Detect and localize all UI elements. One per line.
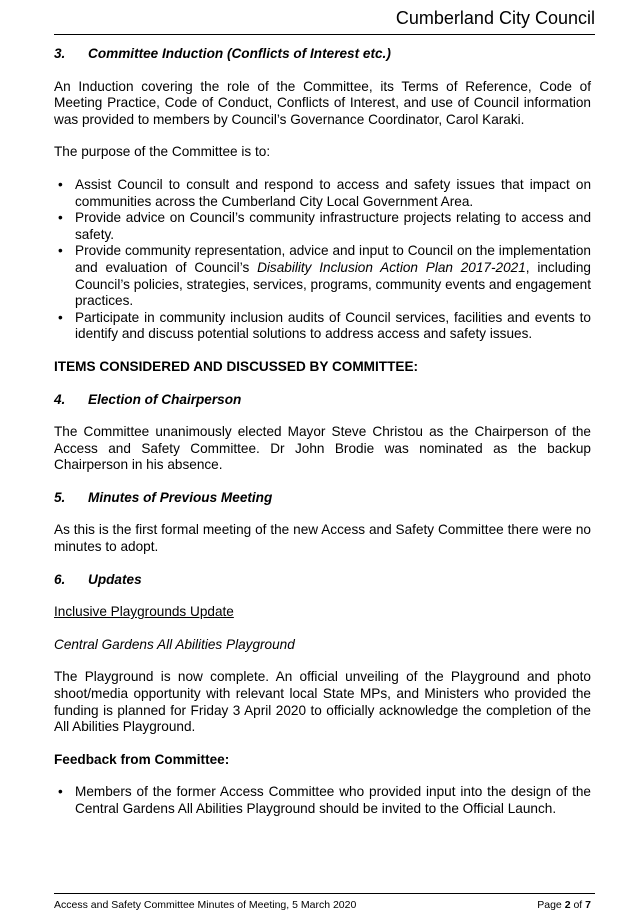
list-item-text: Assist Council to consult and respond to access and safety issues that impact on communities across the Cumberland City Local Government Area. (75, 176, 591, 209)
list-item-text: Provide advice on Council’s community infrastructure projects relating to access and safety. (75, 210, 591, 242)
section-4-title: Election of Chairperson (88, 391, 242, 407)
section-3-heading (54, 46, 591, 63)
section-4-paragraph: The Committee unanimously elected Mayor Steve Christou as the Chairperson of the Access and Safety Committee. Dr John Brodie was nominated as the backup Chairperson in his absence. (54, 424, 591, 473)
feedback-heading: Feedback from Committee: (54, 751, 230, 767)
page-total: 7 (585, 899, 591, 911)
section-3-paragraph: An Induction covering the role of the Committee, its Terms of Reference, Code of Meeting Practice, Code of Conduct, Conflicts of Interest, and use of Council information was provided to members by Council’s Governance Coordinator, Carol Karaki. (54, 78, 591, 127)
section-3-title: Committee Induction (Conflicts of Interest etc.) (88, 46, 391, 61)
footer-divider (54, 893, 595, 894)
page-of: of (573, 899, 583, 911)
bullet-icon: • (58, 309, 63, 325)
plan-title: Disability Inclusion Action Plan 2017-2021 (257, 259, 526, 275)
list-item (54, 243, 591, 309)
purpose-intro: The purpose of the Committee is to: (54, 144, 271, 160)
central-gardens-subheading: Central Gardens All Abilities Playground (54, 636, 295, 652)
list-item (54, 310, 591, 343)
header-divider (54, 34, 595, 35)
playgrounds-subheading: Inclusive Playgrounds Update (54, 604, 234, 620)
list-item-text-cont: , including Council’s policies, strategies, services, programs, community events and engagement practices. (75, 259, 591, 309)
section-6-number: 6. (54, 571, 66, 587)
section-4-number: 4. (54, 391, 66, 407)
items-heading: ITEMS CONSIDERED AND DISCUSSED BY COMMITTEE: (54, 358, 419, 374)
list-item (54, 210, 591, 243)
footer-document-title: Access and Safety Committee Minutes of Meeting, 5 March 2020 (54, 899, 357, 911)
section-3-number: 3. (54, 46, 66, 61)
list-item (54, 177, 591, 210)
section-6-heading (54, 572, 591, 589)
page-current: 2 (564, 899, 571, 911)
section-4-heading (54, 392, 591, 409)
bullet-icon: • (58, 784, 63, 800)
section-6-title: Updates (88, 571, 142, 587)
section-6-paragraph: The Playground is now complete. An official unveiling of the Playground and photo shoot/media opportunity with relevant local State MPs, and Ministers who provided the funding is planned for Friday 3 April 2020 to officially acknowledge the completion of the All Abilities Playground. (54, 669, 591, 735)
list-item-text: Provide community representation, advice and input to Council on the implementation and evaluation of Council’s (75, 243, 591, 275)
section-5-number: 5. (54, 489, 66, 505)
section-5-title: Minutes of Previous Meeting (88, 489, 273, 505)
page-label: Page (537, 899, 562, 911)
list-item-text: Participate in community inclusion audits of Council services, facilities and events to identify and discuss potential solutions to address access and safety issues. (75, 309, 591, 342)
section-5-heading (54, 490, 591, 507)
purpose-list (54, 177, 591, 343)
feedback-list (54, 784, 591, 817)
section-5-paragraph: As this is the first formal meeting of the new Access and Safety Committee there were no minutes to adopt. (54, 522, 591, 555)
header-org-name: Cumberland City Council (395, 8, 595, 28)
bullet-icon: • (58, 210, 63, 226)
footer-page-number (537, 899, 591, 911)
document-body (54, 42, 591, 818)
list-item-text: Members of the former Access Committee who provided input into the design of the Central Gardens All Abilities Playground should be invited to the Official Launch. (75, 784, 591, 816)
bullet-icon: • (58, 243, 63, 259)
list-item (54, 784, 591, 817)
bullet-icon: • (58, 176, 63, 192)
